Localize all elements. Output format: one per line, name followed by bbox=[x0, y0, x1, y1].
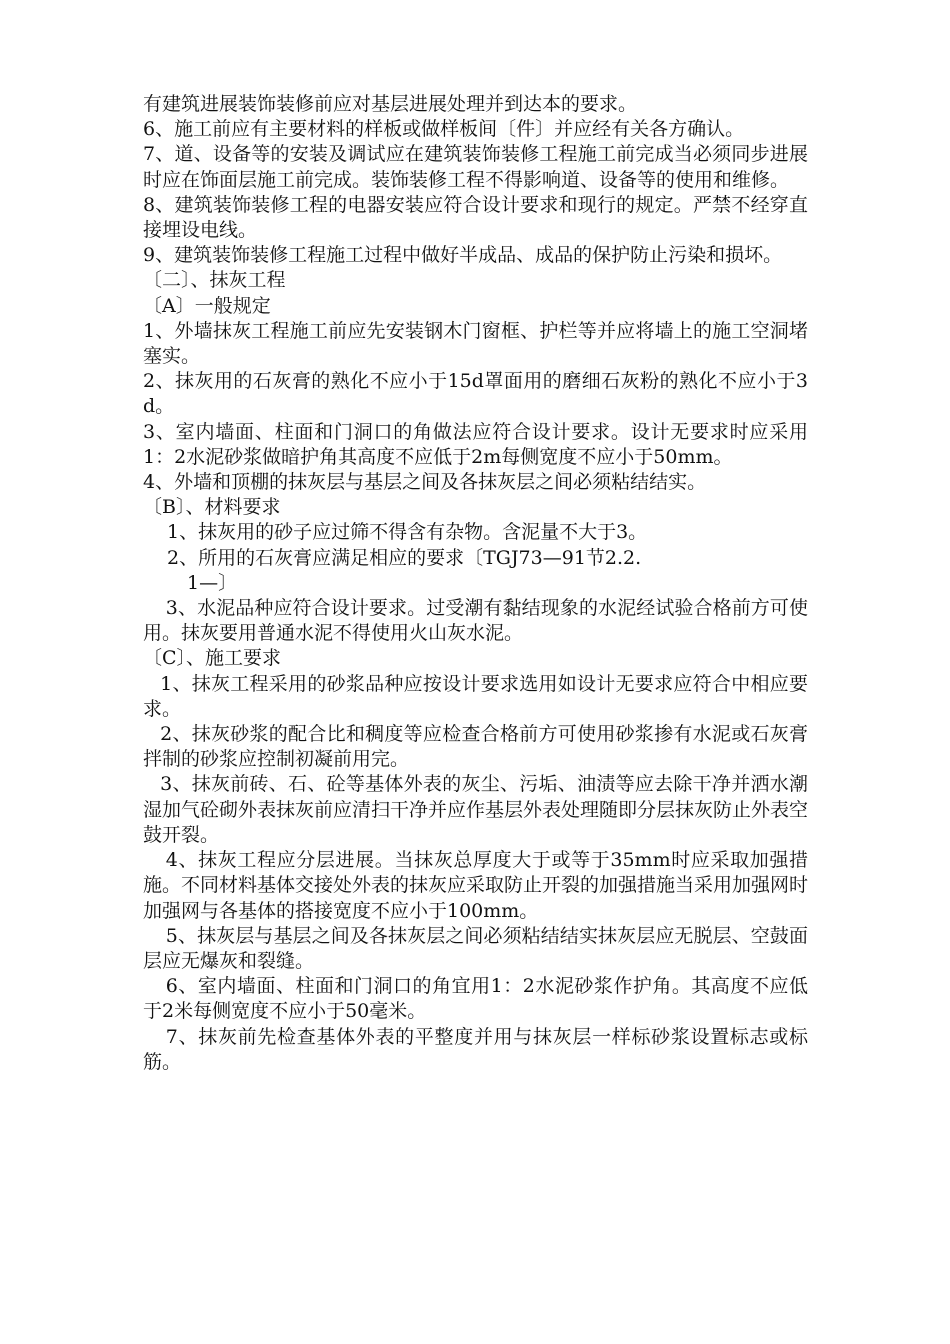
subheading-general-rules: 〔A〕一般规定 bbox=[143, 294, 271, 317]
document-page bbox=[143, 92, 808, 1075]
paragraph-item-9: 9、建筑装饰装修工程施工过程中做好半成品、成品的保护防止污染和损坏。 bbox=[143, 244, 783, 267]
section-heading-plastering: 〔二〕、抹灰工程 bbox=[143, 269, 286, 292]
paragraph-c-1: 1、抹灰工程采用的砂浆品种应按设计要求选用如设计无要求应符合中相应要求。 bbox=[143, 672, 808, 720]
paragraph-c-4: 4、抹灰工程应分层进展。当抹灰总厚度大于或等于35mm时应采取加强措施。不同材料基体交接处外表的抹灰应采取防止开裂的加强措施当采用加强网时加强网与各基体的搭接宽度不应小于100mm。 bbox=[143, 849, 809, 922]
paragraph-a-1: 1、外墙抹灰工程施工前应先安装钢木门窗框、护栏等并应将墙上的施工空洞堵塞实。 bbox=[143, 319, 808, 368]
paragraph-c-5: 5、抹灰层与基层之间及各抹灰层之间必须粘结结实抹灰层应无脱层、空鼓面层应无爆灰和裂缝。 bbox=[143, 924, 808, 972]
paragraph-b-2-continued: 1—〕 bbox=[187, 571, 238, 594]
paragraph-item-6: 6、施工前应有主要材料的样板或做样板间〔件〕并应经有关各方确认。 bbox=[143, 118, 745, 141]
paragraph-b-1: 1、抹灰用的砂子应过筛不得含有杂物。含泥量不大于3。 bbox=[167, 521, 648, 544]
paragraph-c-2: 2、抹灰砂浆的配合比和稠度等应检查合格前方可使用砂浆掺有水泥或石灰膏拌制的砂浆应控制初凝前用完。 bbox=[143, 723, 808, 771]
paragraph-a-3: 3、室内墙面、柱面和门洞口的角做法应符合设计要求。设计无要求时应采用1：2水泥砂浆做暗护角其高度不应低于2m每侧宽度不应小于50mm。 bbox=[143, 420, 808, 468]
paragraph-b-3: 3、水泥品种应符合设计要求。过受潮有黏结现象的水泥经试验合格前方可使用。抹灰要用普通水泥不得使用火山灰水泥。 bbox=[143, 597, 808, 645]
subheading-materials: 〔B〕、材料要求 bbox=[143, 496, 281, 519]
paragraph-c-3: 3、抹灰前砖、石、砼等基体外表的灰尘、污垢、油渍等应去除干净并洒水潮湿加气砼砌外表抹灰前应清扫干净并应作基层外表处理随即分层抹灰防止外表空鼓开裂。 bbox=[143, 773, 809, 846]
paragraph-c-7: 7、抹灰前先检查基体外表的平整度并用与抹灰层一样标砂浆设置标志或标筋。 bbox=[143, 1025, 808, 1073]
paragraph-item-7: 7、道、设备等的安装及调试应在建筑装饰装修工程施工前完成当必须同步进展时应在饰面层施工前完成。装饰装修工程不得影响道、设备等的使用和维修。 bbox=[143, 143, 808, 191]
paragraph-continued: 有建筑进展装饰装修前应对基层进展处理并到达本的要求。 bbox=[143, 93, 638, 115]
paragraph-b-2: 2、所用的石灰膏应满足相应的要求〔TGJ73—91节2.2. bbox=[167, 546, 642, 569]
paragraph-a-4: 4、外墙和顶棚的抹灰层与基层之间及各抹灰层之间必须粘结结实。 bbox=[143, 471, 707, 494]
paragraph-a-2: 2、抹灰用的石灰膏的熟化不应小于15d罩面用的磨细石灰粉的熟化不应小于3d。 bbox=[143, 370, 808, 418]
subheading-construction: 〔C〕、施工要求 bbox=[143, 647, 282, 670]
paragraph-c-6: 6、室内墙面、柱面和门洞口的角宜用1：2水泥砂浆作护角。其高度不应低于2米每侧宽度不应小于50毫米。 bbox=[143, 975, 808, 1023]
paragraph-item-8: 8、建筑装饰装修工程的电器安装应符合设计要求和现行的规定。严禁不经穿直接埋设电线。 bbox=[143, 193, 808, 242]
